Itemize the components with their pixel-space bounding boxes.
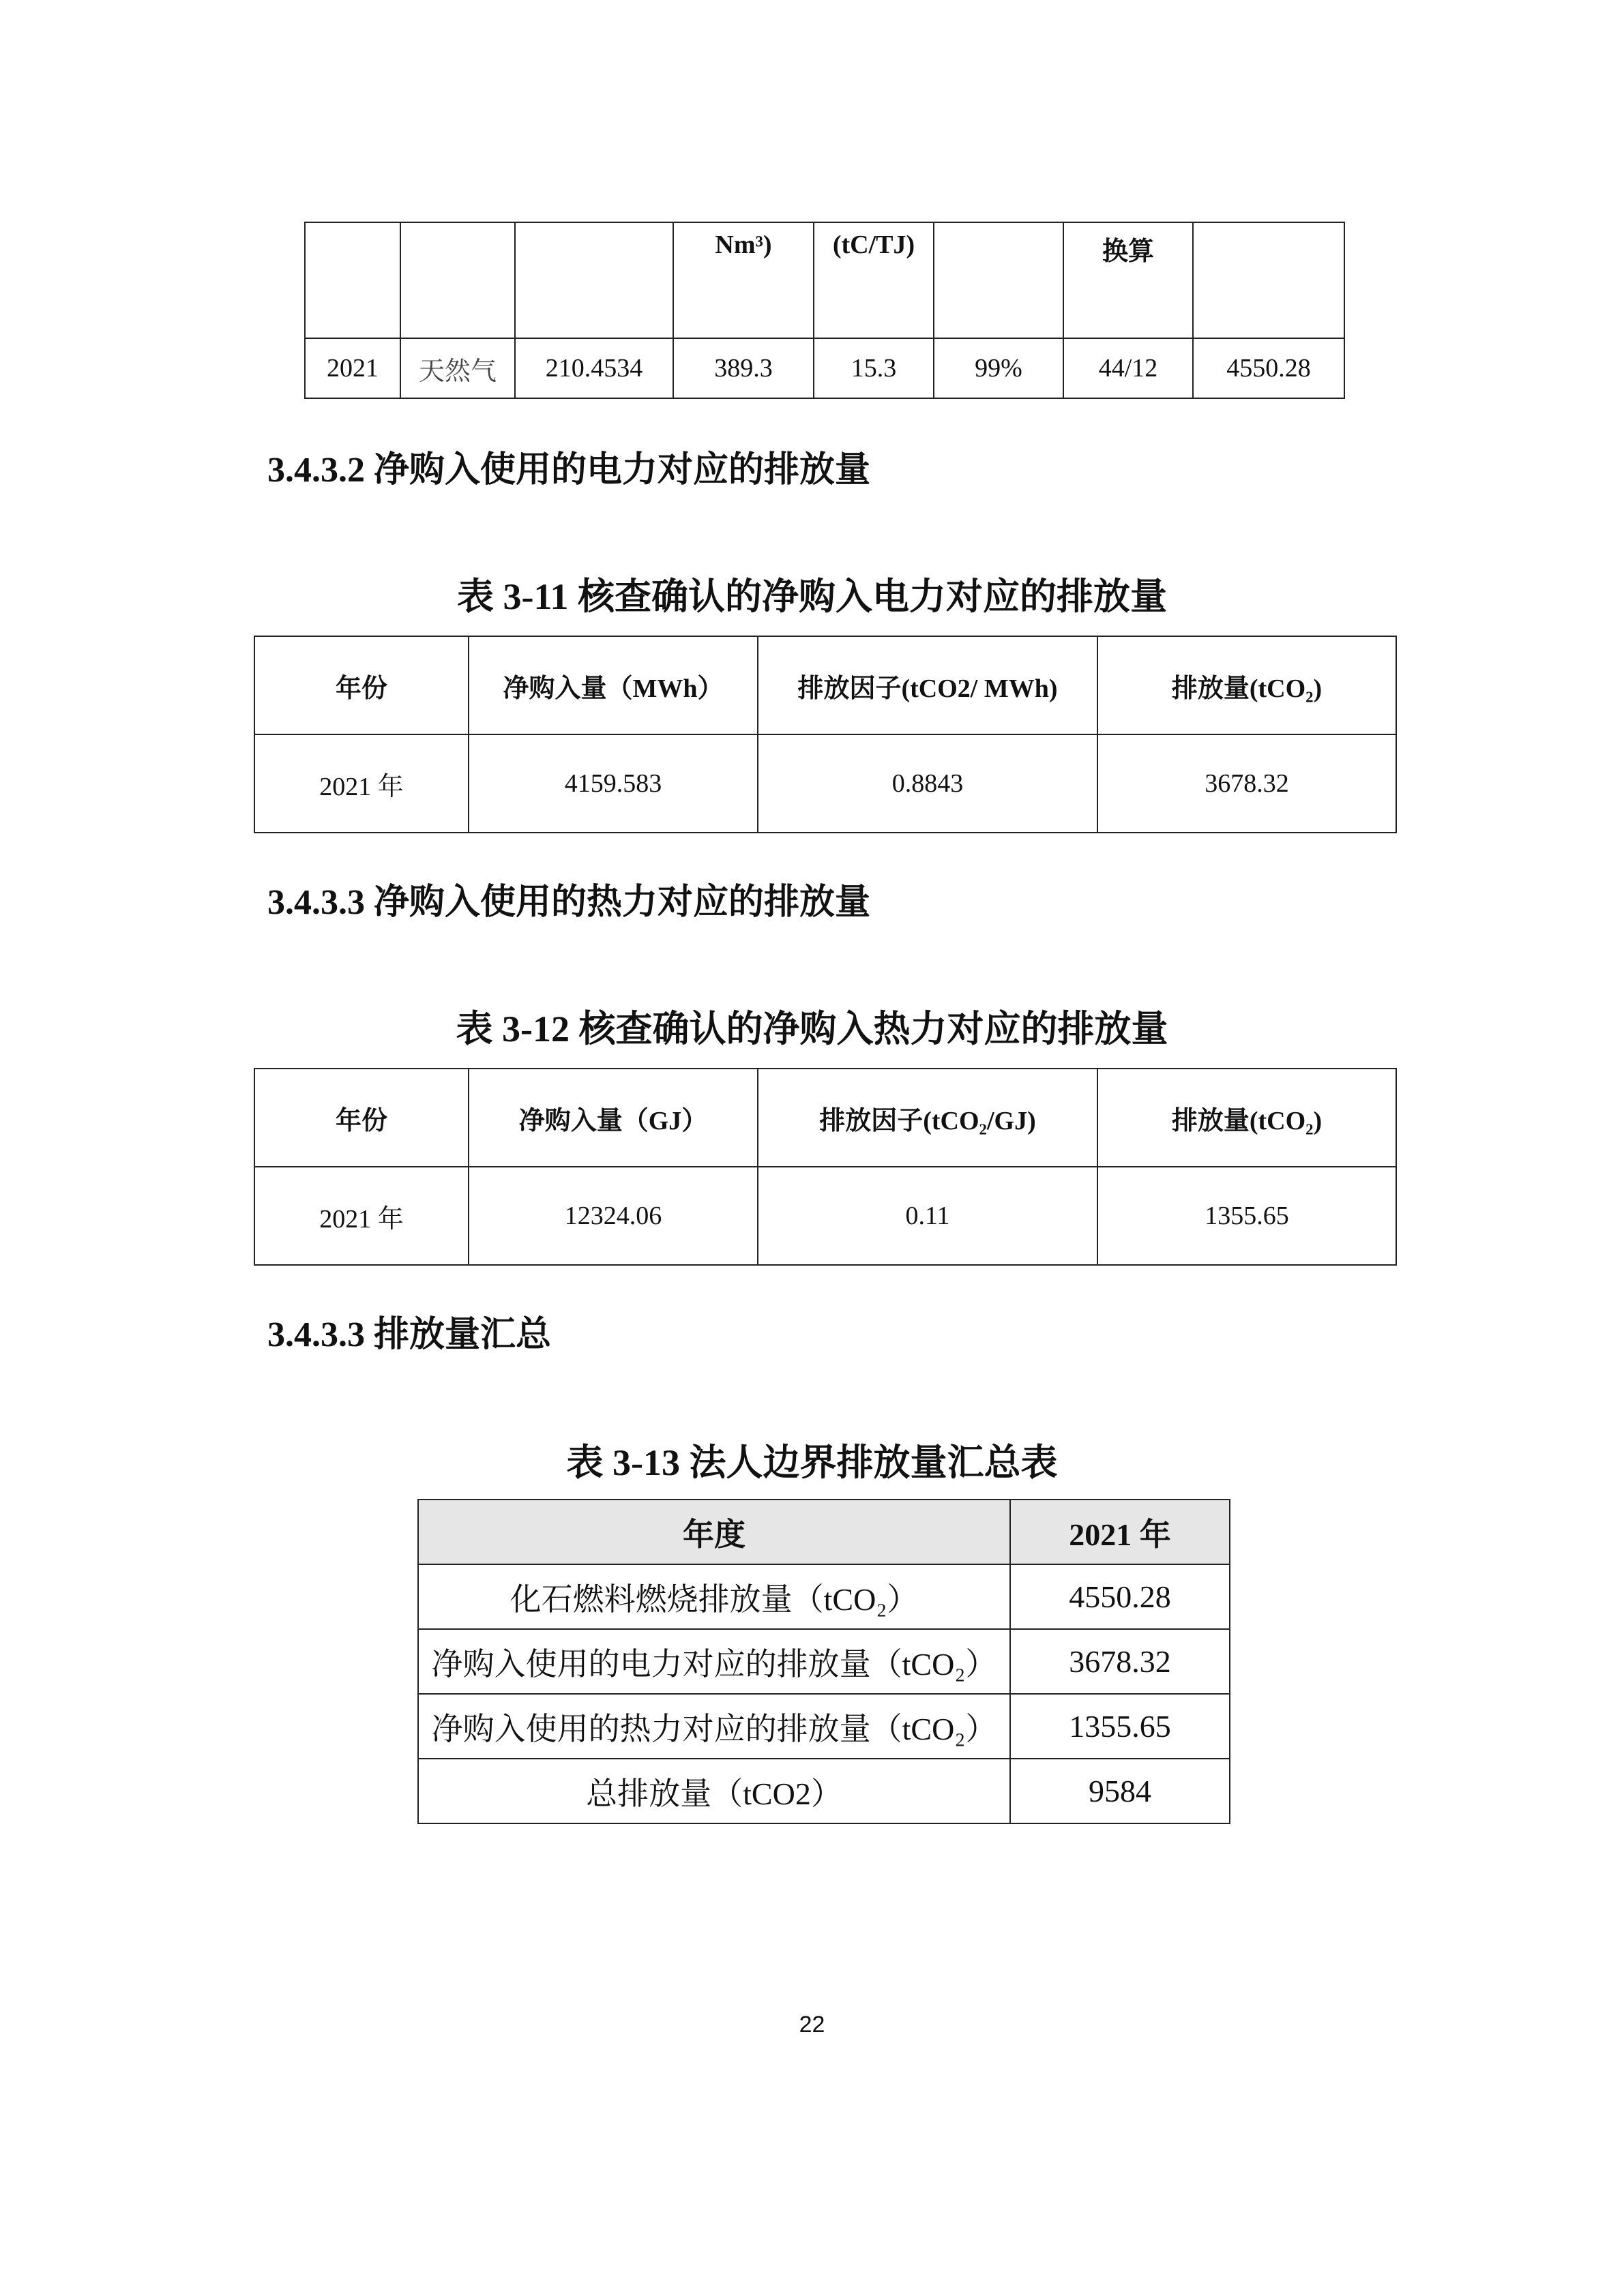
table-header-row xyxy=(305,222,1344,338)
table-cell: 210.4534 xyxy=(515,338,673,398)
table-header-cell: 净购入量（GJ） xyxy=(469,1069,758,1167)
table-header-cell: 排放量(tCO₂) xyxy=(1097,1069,1396,1167)
table-header-cell: 净购入量（MWh） xyxy=(469,636,758,734)
table-header-cell: 年度 xyxy=(418,1500,1010,1564)
table-cell: 3678.32 xyxy=(1010,1629,1230,1694)
table-row xyxy=(418,1759,1230,1823)
table-header-cell: 2021 年 xyxy=(1010,1500,1230,1564)
fuel-combustion-table-continued xyxy=(304,222,1345,399)
table-header-cell: 排放量(tCO₂) xyxy=(1097,636,1396,734)
section-heading-heat: 3.4.3.3 净购入使用的热力对应的排放量 xyxy=(267,883,871,922)
table-caption-summary: 表 3-13 法人边界排放量汇总表 xyxy=(566,1442,1058,1483)
table-cell xyxy=(934,222,1063,338)
table-cell xyxy=(1193,222,1344,338)
electricity-emissions-table xyxy=(254,636,1397,833)
table-cell: 4550.28 xyxy=(1010,1564,1230,1629)
table-header-cell: 年份 xyxy=(254,636,469,734)
table-row xyxy=(418,1564,1230,1629)
table-cell: 净购入使用的电力对应的排放量（tCO₂） xyxy=(418,1629,1010,1694)
table-row xyxy=(305,338,1344,398)
table-cell: 天然气 xyxy=(400,338,515,398)
table-header-row xyxy=(418,1500,1230,1564)
section-heading-summary: 3.4.3.3 排放量汇总 xyxy=(267,1315,552,1354)
table-cell: 净购入使用的热力对应的排放量（tCO₂） xyxy=(418,1694,1010,1759)
table-cell: 44/12 xyxy=(1063,338,1193,398)
table-cell: 99% xyxy=(934,338,1063,398)
table-caption-heat: 表 3-12 核查确认的净购入热力对应的排放量 xyxy=(456,1009,1168,1049)
table-cell: 总排放量（tCO2） xyxy=(418,1759,1010,1823)
table-cell: 2021 年 xyxy=(254,734,469,833)
table-cell: 12324.06 xyxy=(469,1167,758,1265)
table-cell: 1355.65 xyxy=(1010,1694,1230,1759)
table-cell: 1355.65 xyxy=(1097,1167,1396,1265)
table-cell: 389.3 xyxy=(673,338,814,398)
table-cell: 9584 xyxy=(1010,1759,1230,1823)
table-cell xyxy=(515,222,673,338)
table-cell: 3678.32 xyxy=(1097,734,1396,833)
table-cell: 15.3 xyxy=(814,338,934,398)
heat-emissions-table xyxy=(254,1068,1397,1266)
table-header-cell: 年份 xyxy=(254,1069,469,1167)
table-caption-electricity: 表 3-11 核查确认的净购入电力对应的排放量 xyxy=(456,576,1167,617)
table-cell: Nm³) xyxy=(673,222,814,338)
table-cell: 0.8843 xyxy=(758,734,1097,833)
table-cell: (tC/TJ) xyxy=(814,222,934,338)
table-row xyxy=(254,1167,1396,1265)
table-header-row xyxy=(254,636,1396,734)
table-cell xyxy=(305,222,400,338)
emissions-summary-table xyxy=(417,1499,1230,1824)
table-row xyxy=(418,1694,1230,1759)
table-header-cell: 排放因子(tCO2/ MWh) xyxy=(758,636,1097,734)
table-cell: 4159.583 xyxy=(469,734,758,833)
page-number: 22 xyxy=(799,2012,825,2038)
table-header-row xyxy=(254,1069,1396,1167)
table-row xyxy=(254,734,1396,833)
section-heading-electricity: 3.4.3.2 净购入使用的电力对应的排放量 xyxy=(267,451,871,490)
table-cell: 2021 年 xyxy=(254,1167,469,1265)
table-cell xyxy=(400,222,515,338)
table-cell: 0.11 xyxy=(758,1167,1097,1265)
table-row xyxy=(418,1629,1230,1694)
table-cell: 2021 xyxy=(305,338,400,398)
table-header-cell: 排放因子(tCO₂/GJ) xyxy=(758,1069,1097,1167)
table-cell: 换算 xyxy=(1063,222,1193,338)
table-cell: 4550.28 xyxy=(1193,338,1344,398)
table-cell: 化石燃料燃烧排放量（tCO₂） xyxy=(418,1564,1010,1629)
